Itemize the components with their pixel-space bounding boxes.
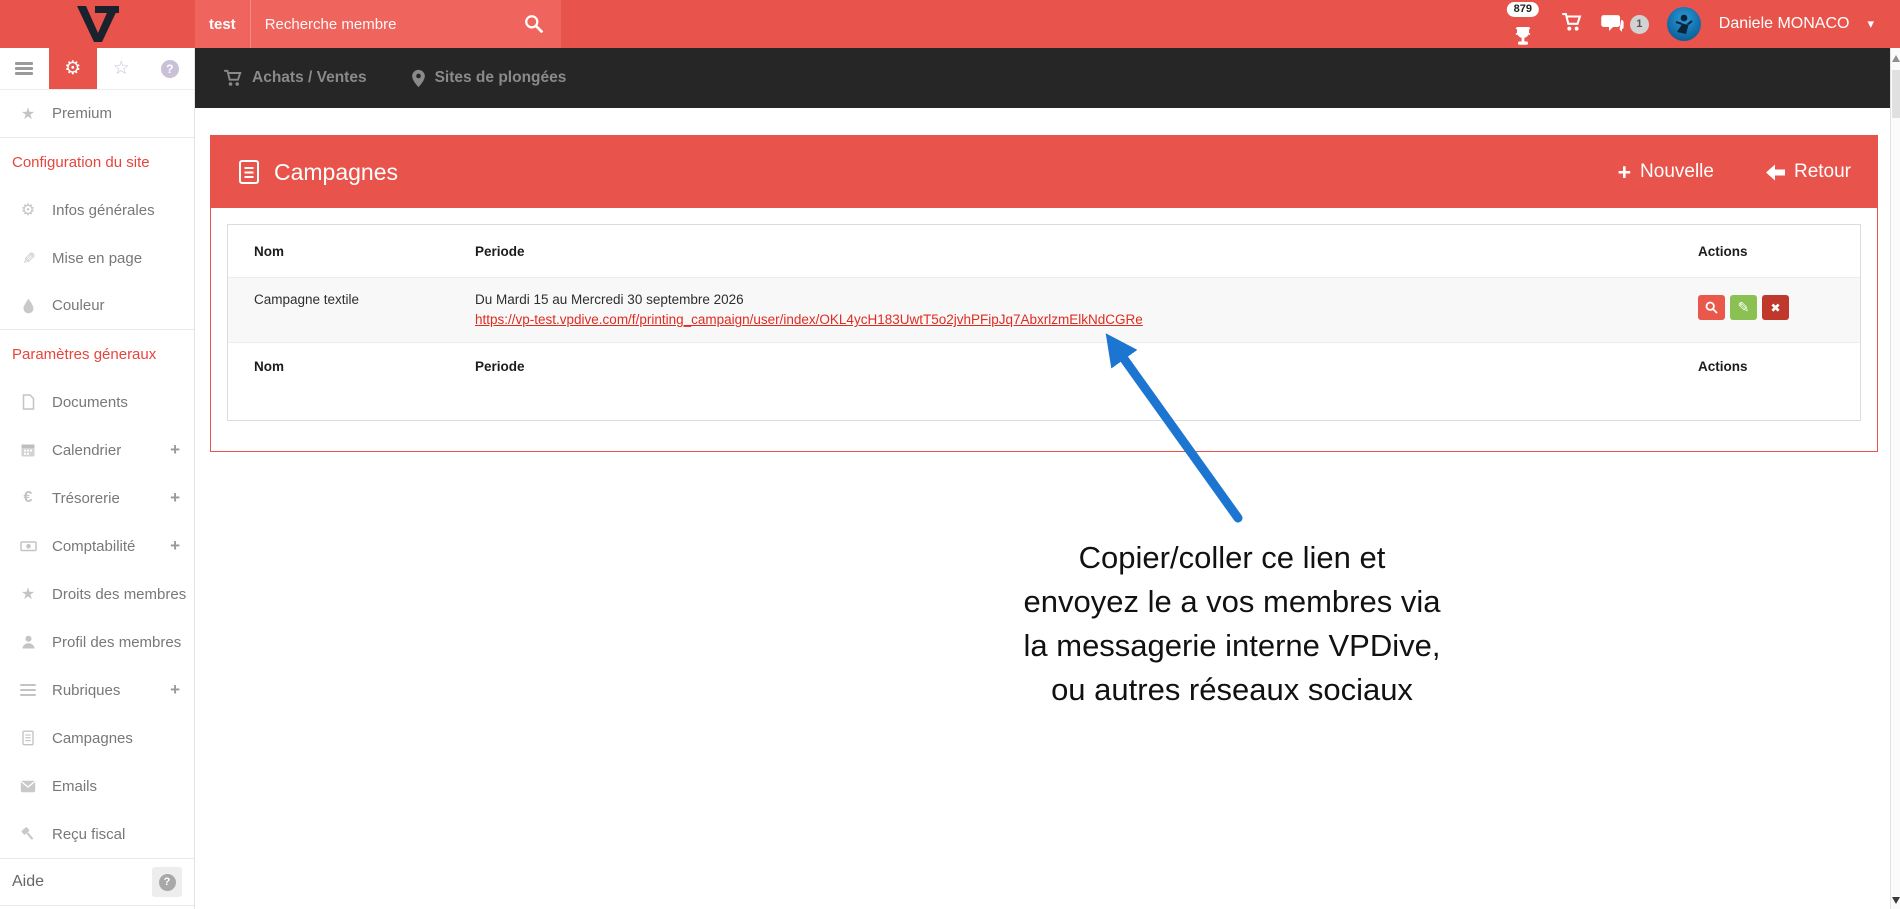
hamburger-icon bbox=[15, 60, 33, 78]
messages-badge: 1 bbox=[1630, 15, 1649, 34]
gear-icon: ⚙ bbox=[64, 58, 82, 79]
help-label: Aide bbox=[12, 873, 45, 890]
nav-item-label: Achats / Ventes bbox=[252, 69, 367, 86]
tab-help[interactable] bbox=[146, 48, 195, 89]
panel-title-text: Campagnes bbox=[274, 158, 399, 185]
sidebar-item-label: Droits des membres bbox=[52, 585, 187, 603]
nav-item-label: Sites de plongées bbox=[434, 69, 567, 86]
search-input[interactable] bbox=[265, 16, 521, 33]
campaign-period-text: Du Mardi 15 au Mercredi 30 septembre 2026 bbox=[475, 292, 744, 307]
sidebar-item-label: Trésorerie bbox=[52, 489, 120, 507]
sidebar-item-label: Infos générales bbox=[52, 201, 155, 219]
sidebar-item-tresorerie[interactable] bbox=[0, 474, 194, 522]
cart-icon bbox=[1561, 12, 1583, 32]
sidebar-item-label: Couleur bbox=[52, 297, 105, 314]
tab-favorites[interactable] bbox=[97, 48, 146, 89]
vpdive-logo[interactable] bbox=[0, 0, 195, 48]
tab-menu[interactable] bbox=[0, 48, 49, 89]
sidebar-item-label: Comptabilité bbox=[52, 537, 136, 555]
banknote-icon bbox=[16, 538, 40, 554]
expand-plus-icon[interactable]: + bbox=[170, 536, 180, 555]
question-icon: ? bbox=[161, 60, 179, 78]
star-icon: ★ bbox=[20, 105, 36, 123]
sidebar-item-label: Premium bbox=[52, 105, 113, 122]
logo-icon bbox=[75, 4, 121, 44]
file-icon bbox=[16, 394, 40, 410]
nav-achats-ventes[interactable] bbox=[223, 69, 367, 87]
cart-icon bbox=[223, 69, 243, 87]
document-icon bbox=[237, 159, 261, 185]
sidebar-item-label: Profil des membres bbox=[52, 633, 182, 651]
campaign-share-link[interactable]: https://vp-test.vpdive.com/f/printing_campaign/user/index/OKL4ycH183UwtT5o2jvhPFipJq7AbxrlzmElkNdCGRe bbox=[475, 312, 1143, 327]
sidebar-item-label: Reçu fiscal bbox=[52, 825, 126, 843]
notifications-badge: 879 bbox=[1507, 2, 1539, 17]
avatar[interactable] bbox=[1667, 7, 1701, 41]
scroll-up-arrow-icon[interactable] bbox=[1892, 55, 1900, 62]
expand-plus-icon[interactable]: + bbox=[170, 440, 180, 459]
cart-button[interactable] bbox=[1561, 12, 1583, 37]
user-icon bbox=[16, 634, 40, 650]
question-icon: ? bbox=[159, 874, 176, 891]
column-footer-actions: Actions bbox=[1698, 358, 1748, 374]
secondary-nav bbox=[195, 48, 1890, 108]
sidebar-item-rubriques[interactable] bbox=[0, 666, 194, 714]
sidebar-section-parametres: Paramètres géneraux bbox=[12, 345, 157, 363]
sidebar-item-campagnes[interactable] bbox=[0, 714, 194, 762]
arrow-left-icon bbox=[1766, 164, 1785, 181]
chat-icon bbox=[1601, 14, 1625, 34]
star-icon: ★ bbox=[20, 586, 36, 603]
delete-campaign-button[interactable] bbox=[1762, 295, 1789, 320]
sidebar-item-infos-generales[interactable] bbox=[0, 186, 194, 234]
sidebar-item-label: Rubriques bbox=[52, 681, 121, 699]
sidebar-item-mise-en-page[interactable] bbox=[0, 234, 194, 282]
column-header-actions: Actions bbox=[1698, 243, 1748, 259]
scrollbar-thumb[interactable] bbox=[1892, 70, 1900, 118]
panel-actions bbox=[1617, 158, 1851, 185]
campaign-name-cell: Campagne textile bbox=[254, 292, 360, 307]
topbar-right bbox=[1503, 0, 1900, 48]
close-icon: ✖ bbox=[1770, 300, 1781, 315]
sidebar-item-label: Calendrier bbox=[52, 441, 122, 459]
magnifier-icon bbox=[1705, 301, 1718, 314]
divider bbox=[250, 0, 251, 48]
new-campaign-button[interactable] bbox=[1617, 158, 1714, 185]
sidebar-item-emails[interactable] bbox=[0, 762, 194, 810]
sidebar-item-couleur[interactable] bbox=[0, 282, 194, 330]
plus-icon: + bbox=[1617, 158, 1632, 185]
pencil-icon: ✎ bbox=[1737, 299, 1750, 315]
edit-campaign-button[interactable] bbox=[1730, 295, 1757, 320]
sidebar bbox=[0, 48, 195, 909]
sidebar-item-documents[interactable] bbox=[0, 378, 194, 426]
envelope-icon bbox=[16, 780, 40, 793]
sidebar-item-label: Mise en page bbox=[52, 249, 143, 267]
column-footer-nom: Nom bbox=[254, 358, 284, 374]
gear-icon: ⚙ bbox=[20, 202, 36, 219]
sidebar-item-premium[interactable] bbox=[0, 90, 194, 138]
topbar bbox=[0, 0, 1900, 48]
trophy-icon bbox=[1510, 19, 1536, 47]
chevron-down-icon[interactable]: ▾ bbox=[1867, 16, 1874, 31]
annotation-line: la messagerie interne VPDive, bbox=[1023, 628, 1441, 663]
back-button[interactable] bbox=[1766, 161, 1851, 183]
campaign-actions-cell bbox=[1698, 290, 1834, 320]
sidebar-item-droits-membres[interactable] bbox=[0, 570, 194, 618]
annotation-line: Copier/coller ce lien et bbox=[1078, 540, 1386, 575]
table-header-row bbox=[228, 225, 1860, 277]
annotation-text bbox=[952, 536, 1512, 712]
help-button[interactable] bbox=[152, 867, 182, 897]
annotation-line: envoyez le a vos membres via bbox=[1023, 584, 1441, 619]
search-icon[interactable] bbox=[521, 11, 547, 37]
column-header-periode: Periode bbox=[475, 243, 525, 259]
new-button-label: Nouvelle bbox=[1640, 161, 1714, 182]
sidebar-item-profil-membres[interactable] bbox=[0, 618, 194, 666]
back-button-label: Retour bbox=[1793, 161, 1851, 182]
nav-sites-plongees[interactable] bbox=[411, 69, 567, 88]
sidebar-item-comptabilite[interactable] bbox=[0, 522, 194, 570]
scroll-down-arrow-icon[interactable] bbox=[1892, 897, 1900, 904]
sidebar-item-label: Emails bbox=[52, 777, 98, 795]
column-header-nom: Nom bbox=[254, 243, 284, 259]
campaign-period-cell bbox=[475, 290, 1698, 330]
star-outline-icon: ☆ bbox=[112, 58, 130, 79]
messages-button[interactable] bbox=[1601, 14, 1649, 34]
club-name: test bbox=[209, 15, 236, 33]
annotation-line: ou autres réseaux sociaux bbox=[1051, 672, 1413, 707]
member-search-zone bbox=[195, 0, 561, 48]
sidebar-tabs bbox=[0, 48, 194, 90]
sidebar-section-configuration: Configuration du site bbox=[12, 153, 150, 171]
list-lines-icon bbox=[16, 681, 40, 699]
droplet-icon bbox=[16, 298, 40, 314]
user-menu[interactable]: Daniele MONACO bbox=[1718, 15, 1850, 32]
column-footer-periode: Periode bbox=[475, 358, 525, 374]
sidebar-item-label: Campagnes bbox=[52, 729, 133, 747]
brush-icon: ✎ bbox=[19, 251, 36, 265]
sidebar-item-calendrier[interactable] bbox=[0, 426, 194, 474]
expand-plus-icon[interactable]: + bbox=[170, 488, 180, 507]
view-campaign-button[interactable] bbox=[1698, 295, 1725, 320]
map-pin-icon bbox=[411, 69, 426, 88]
table-footer-row bbox=[228, 343, 1860, 389]
expand-plus-icon[interactable]: + bbox=[170, 680, 180, 699]
campagnes-panel bbox=[210, 135, 1878, 452]
calendar-icon bbox=[16, 442, 40, 458]
euro-icon: € bbox=[23, 489, 33, 506]
panel-header bbox=[211, 136, 1877, 208]
sidebar-item-label: Documents bbox=[52, 393, 128, 411]
notifications-button[interactable] bbox=[1503, 0, 1543, 48]
sidebar-item-recu-fiscal[interactable] bbox=[0, 810, 194, 858]
campaigns-table bbox=[227, 224, 1861, 421]
vertical-scrollbar[interactable] bbox=[1890, 48, 1900, 909]
tab-settings-active[interactable] bbox=[49, 48, 98, 89]
gavel-icon bbox=[16, 826, 40, 842]
document-lines-icon bbox=[16, 730, 40, 746]
panel-title bbox=[237, 159, 398, 186]
table-row bbox=[228, 277, 1860, 343]
diver-photo bbox=[1667, 7, 1701, 41]
panel-body bbox=[211, 208, 1877, 437]
sidebar-help-row bbox=[0, 858, 194, 906]
